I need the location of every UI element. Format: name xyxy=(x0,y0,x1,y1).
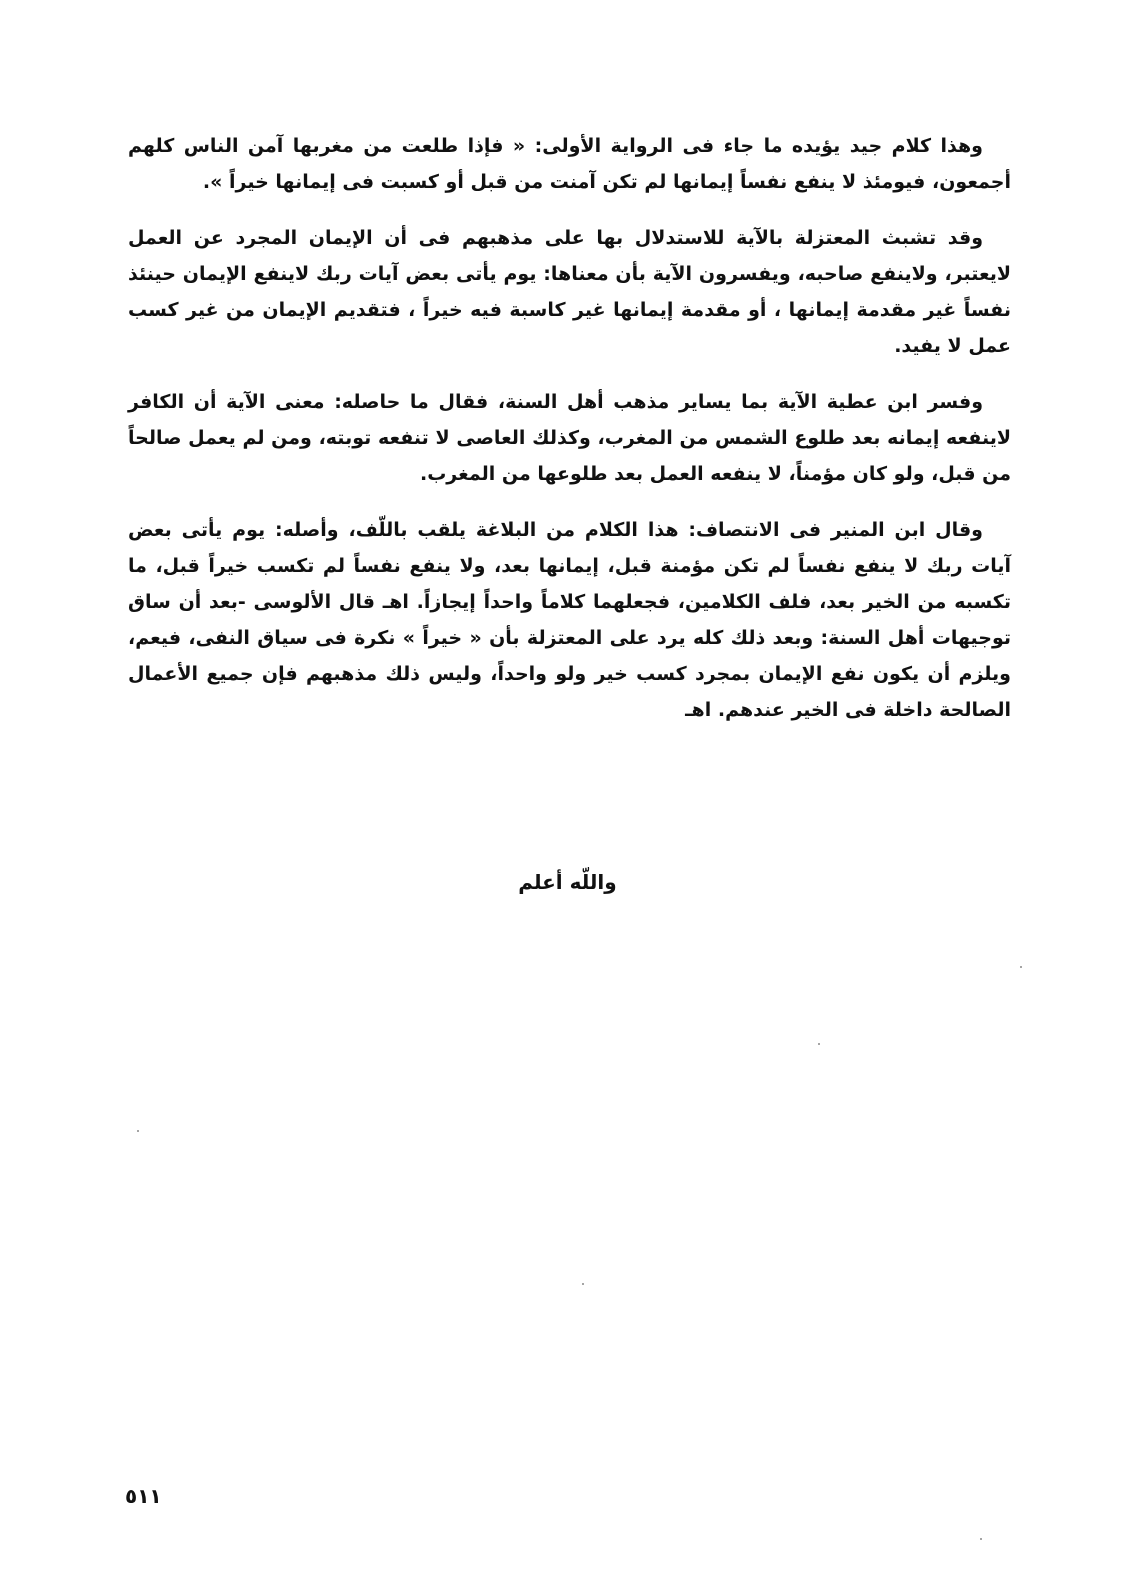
scan-speck xyxy=(818,1043,820,1045)
paragraph-3: وفسر ابن عطية الآية بما يساير مذهب أهل السنة، فقال ما حاصله: معنى الآية أن الكافر لاينفعه إيمانه بعد طلوع الشمس من المغرب، وكذلك العاصى لا تنفعه توبته، ومن لم يعمل صالحاً من قبل، ولو كان مؤمناً، لا ينفعه العمل بعد طلوعها من المغرب. xyxy=(128,391,1011,485)
body-text xyxy=(128,128,1011,748)
scan-speck xyxy=(137,1130,139,1132)
paragraph-2: وقد تشبث المعتزلة بالآية للاستدلال بها على مذهبهم فى أن الإيمان المجرد عن العمل لايعتبر، ولاينفع صاحبه، ويفسرون الآية بأن معناها: يوم يأتى بعض آيات ربك لاينفع الإيمان حينئذ نفساً غير مقدمة إيمانها ، أو مقدمة إيمانها غير كاسبة فيه خيراً ، فتقديم الإيمان من غير كسب عمل لا يفيد. xyxy=(128,227,1011,357)
paragraph-4: وقال ابن المنير فى الانتصاف: هذا الكلام من البلاغة يلقب باللّف، وأصله: يوم يأتى بعض آيات ربك لا ينفع نفساً لم تكن مؤمنة قبل، إيمانها بعد، ولا ينفع نفساً لم تكسب خيراً قبل، ما تكسبه من الخير بعد، فلف الكلامين، فجعلهما كلاماً واحداً إيجازاً. اهـ قال الألوسى -بعد أن ساق توجيهات أهل السنة: وبعد ذلك كله يرد على المعتزلة بأن « خيراً » نكرة فى سياق النفى، فيعم، ويلزم أن يكون نفع الإيمان بمجرد كسب خير ولو واحداً، وليس ذلك مذهبهم فإن جميع الأعمال الصالحة داخلة فى الخير عندهم. اهـ xyxy=(128,519,1011,721)
scan-speck xyxy=(1020,966,1022,968)
closing-phrase: واللّه أعلم xyxy=(518,870,617,894)
scan-speck xyxy=(582,1283,584,1285)
page-number: ٥١١ xyxy=(125,1484,162,1508)
paragraph-1: وهذا كلام جيد يؤيده ما جاء فى الرواية الأولى: « فإذا طلعت من مغربها آمن الناس كلهم أجمعون، فيومئذ لا ينفع نفساً إيمانها لم تكن آمنت من قبل أو كسبت فى إيمانها خيراً ». xyxy=(128,135,1011,193)
scan-speck xyxy=(980,1538,982,1540)
